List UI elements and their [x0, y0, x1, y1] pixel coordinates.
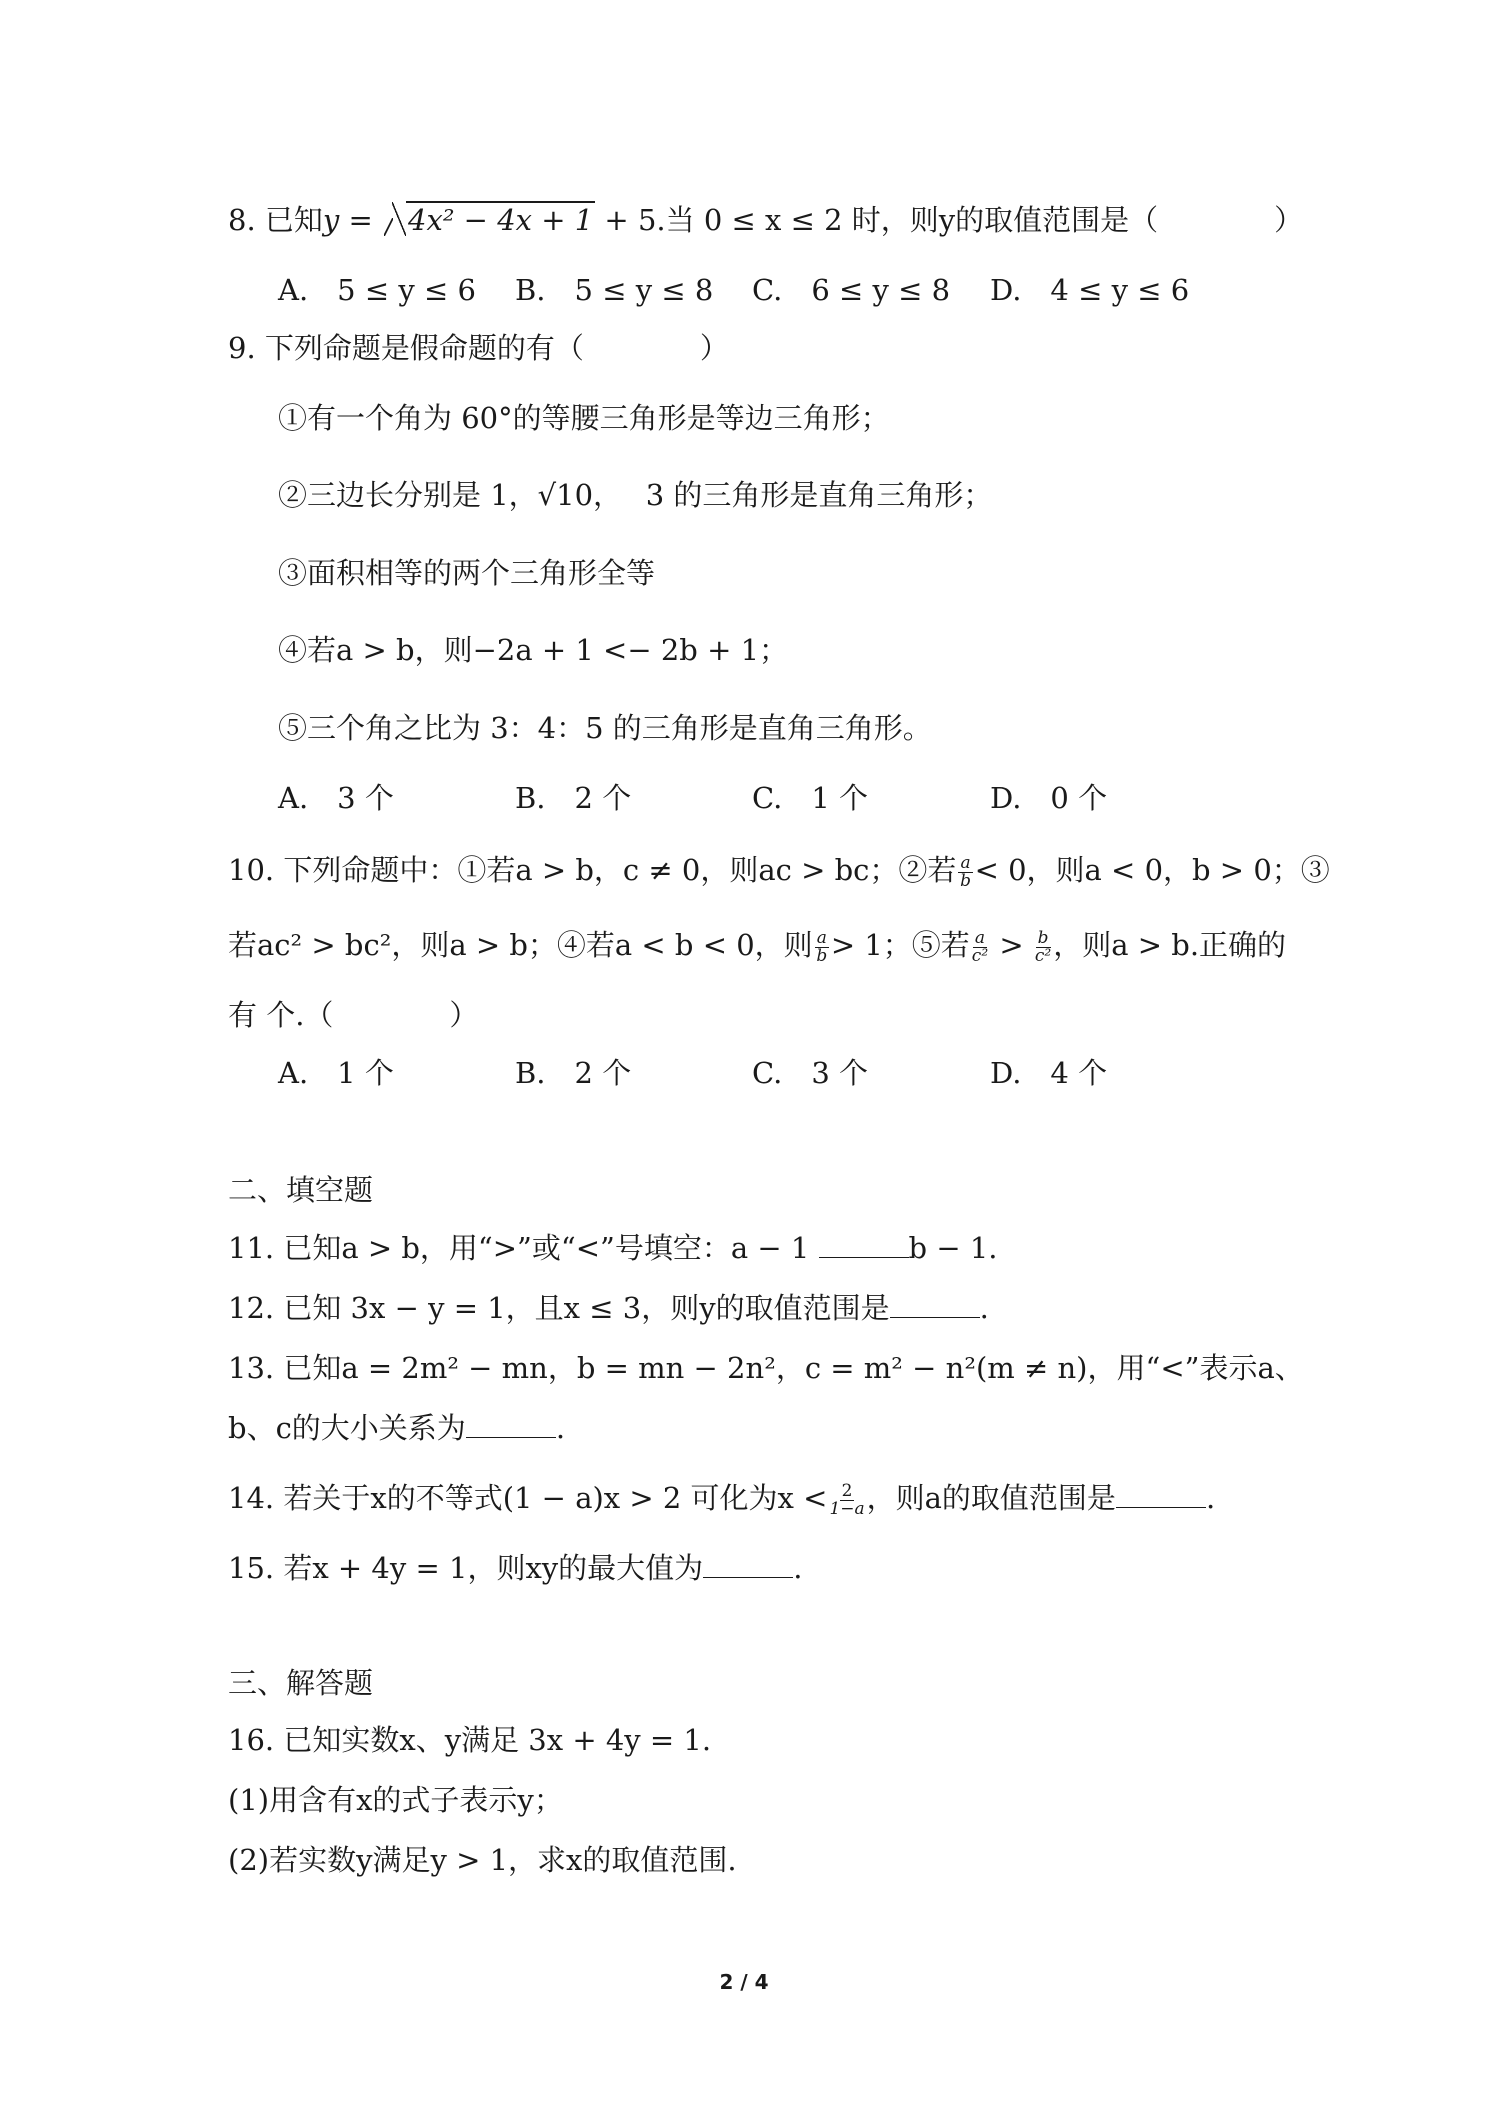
answer-blank	[466, 1413, 556, 1438]
q9-option-b: B. 2 个	[515, 781, 632, 815]
section-fill-in: 二、填空题	[228, 1173, 374, 1207]
answer-blank	[819, 1233, 909, 1258]
q10-option-b: B. 2 个	[515, 1056, 632, 1090]
q10-option-a: A. 1 个	[278, 1056, 394, 1090]
q9-item-5: ⑤三个角之比为 3：4：5 的三角形是直角三角形。	[278, 711, 932, 745]
q14: 14. 若关于x的不等式(1 − a)x > 2 可化为x < $\frac{2}{1-a}$ ，则a的取值范围是 .	[228, 1480, 1216, 1519]
answer-blank	[890, 1293, 980, 1318]
fraction-a-over-b: $\frac{a}{b}$	[960, 852, 971, 891]
answer-blank	[1116, 1483, 1206, 1508]
q11: 11. 已知a > b，用“>”或“<”号填空：a − 1 b − 1.	[228, 1231, 998, 1265]
q8-rest: + 5.当 0 ≤ x ≤ 2 时，则y的取值范围是（ ）	[595, 203, 1304, 237]
q8-option-d: D. 4 ≤ y ≤ 6	[990, 273, 1190, 307]
q10-line-2: 若ac² > bc²，则a > b；④若a < b < 0，则 $\frac{a}{b}$ > 1；⑤若 $\frac{a}{\text{c²}}$ > $\frac{b}{\text{c²}}$ ，则a > b.正确的	[228, 927, 1287, 966]
q9-item-1: ①有一个角为 60°的等腰三角形是等边三角形；	[278, 401, 890, 435]
q9-item-2: ②三边长分别是 1，√10， 3 的三角形是直角三角形；	[278, 478, 993, 512]
answer-blank	[703, 1553, 793, 1578]
q9-option-a: A. 3 个	[278, 781, 394, 815]
q15: 15. 若x + 4y = 1，则xy的最大值为 .	[228, 1551, 803, 1585]
q9-item-3: ③面积相等的两个三角形全等	[278, 556, 656, 590]
fraction-2-over-1-minus-a: $\frac{2}{1-a}$	[829, 1480, 865, 1519]
fraction-b-over-c2: $\frac{b}{\text{c²}}$	[1034, 927, 1052, 966]
q10-option-d: D. 4 个	[990, 1056, 1108, 1090]
q8-option-b: B. 5 ≤ y ≤ 8	[515, 273, 714, 307]
q16-part-2: (2)若实数y满足y > 1，求x的取值范围.	[228, 1843, 737, 1877]
q13-line-1: 13. 已知a = 2m² − mn，b = mn − 2n²，c = m² − n²(m ≠ n)，用“<”表示a、	[228, 1351, 1304, 1385]
q10-option-c: C. 3 个	[752, 1056, 869, 1090]
q16-part-1: (1)用含有x的式子表示y；	[228, 1783, 563, 1817]
q9-item-4: ④若a > b，则−2a + 1 <− 2b + 1；	[278, 633, 789, 667]
q10-line-3: 有 个.（ ）	[228, 998, 479, 1032]
sqrt-sign: 4x² − 4x + 1	[384, 200, 595, 240]
q9-option-c: C. 1 个	[752, 781, 869, 815]
q12: 12. 已知 3x − y = 1，且x ≤ 3，则y的取值范围是 .	[228, 1291, 989, 1325]
q8-option-c: C. 6 ≤ y ≤ 8	[752, 273, 951, 307]
fraction-a-over-b-2: $\frac{a}{b}$	[816, 927, 828, 966]
q9-stem: 9. 下列命题是假命题的有（ ）	[228, 331, 729, 365]
section-answer: 三、解答题	[228, 1666, 374, 1700]
fraction-a-over-c2: $\frac{a}{\text{c²}}$	[971, 927, 989, 966]
q9-option-d: D. 0 个	[990, 781, 1108, 815]
q10-line-1: 10. 下列命题中：①若a > b，c ≠ 0，则ac > bc；②若 $\frac{a}{b}$ < 0，则a < 0，b > 0；③	[228, 852, 1330, 891]
q13-line-2: b、c的大小关系为 .	[228, 1411, 566, 1445]
q16-stem: 16. 已知实数x、y满足 3x + 4y = 1.	[228, 1723, 712, 1757]
q8-option-a: A. 5 ≤ y ≤ 6	[278, 273, 476, 307]
page-number: 2 / 4	[719, 1970, 769, 1994]
q8-prefix: 8. 已知	[228, 203, 323, 237]
q8-stem: 8. 已知y = 4x² − 4x + 1 + 5.当 0 ≤ x ≤ 2 时，则y的取值范围是（ ）	[228, 200, 1303, 240]
